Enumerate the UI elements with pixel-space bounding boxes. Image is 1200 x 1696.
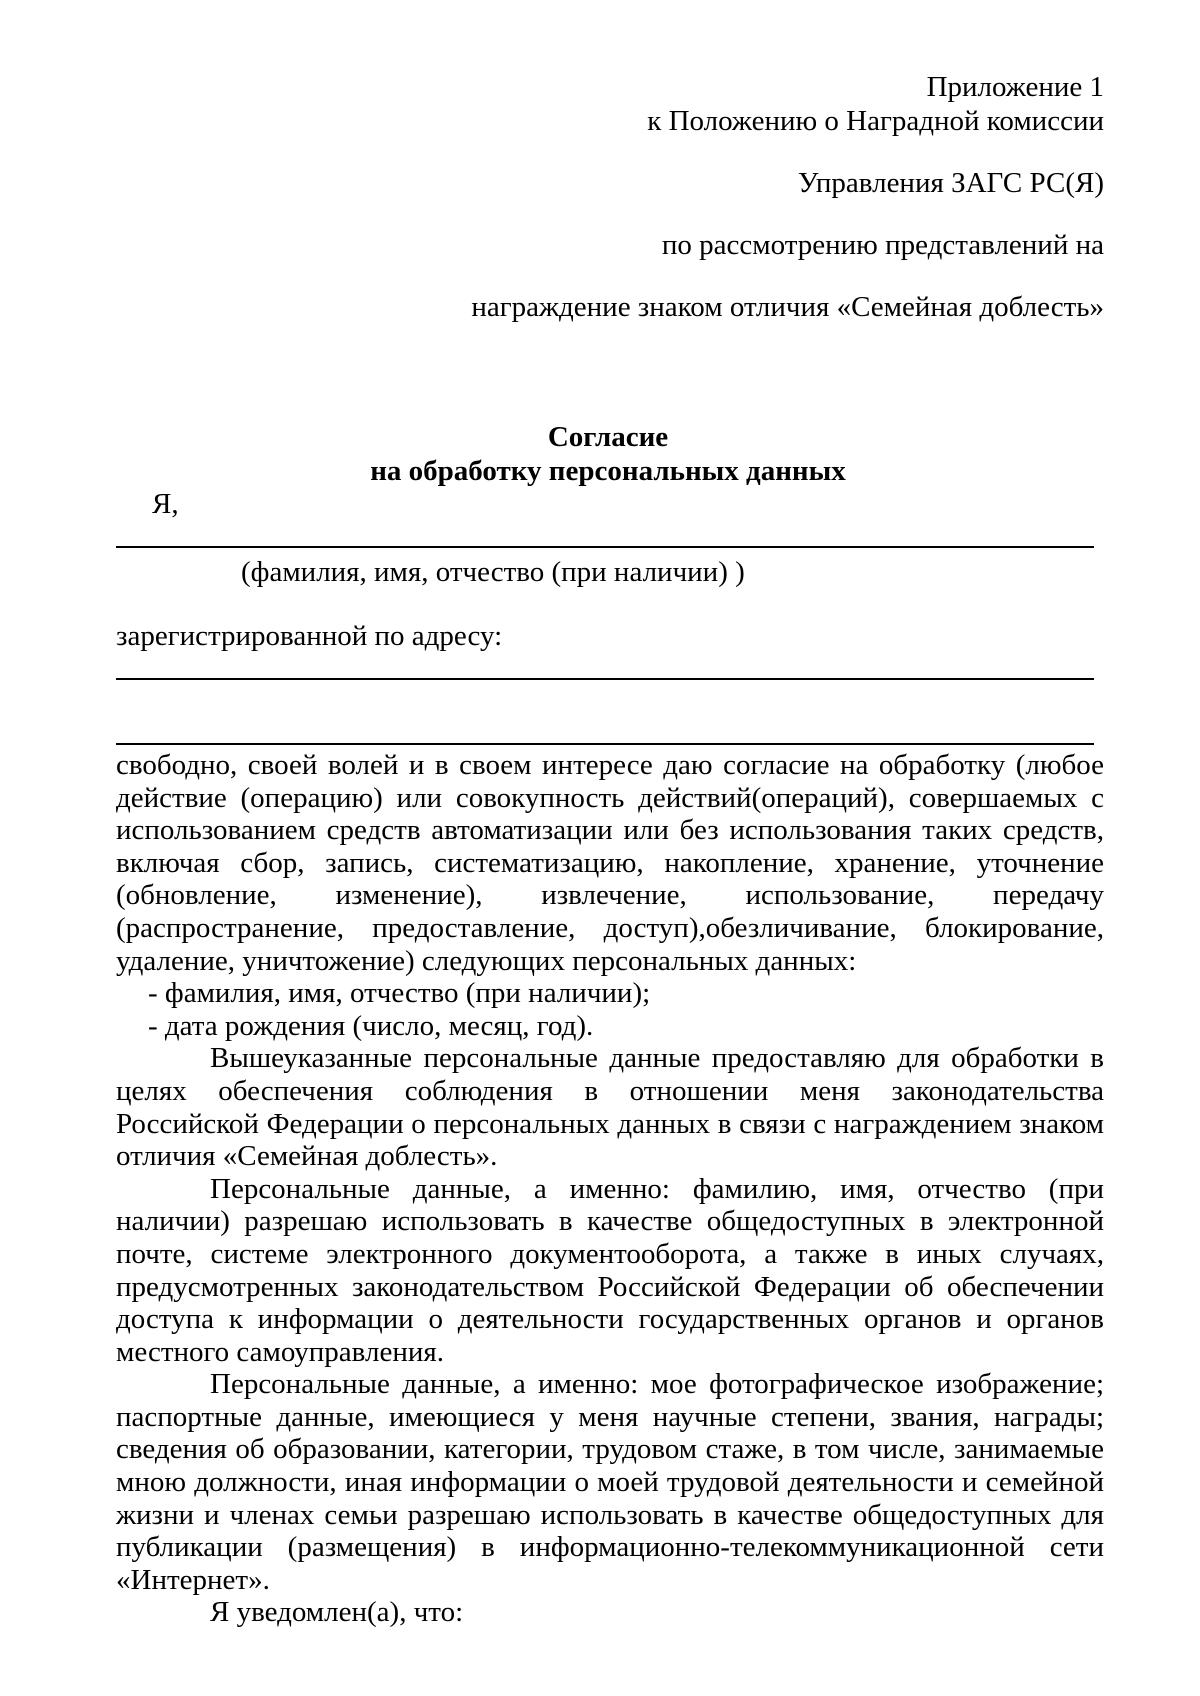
data-list-item-birthdate: - дата рождения (число, месяц, год). xyxy=(148,1009,594,1042)
document-title: Согласие xyxy=(547,421,669,453)
address-blank-line-1 xyxy=(116,678,1094,680)
notification-paragraph: Я уведомлен(а), что: xyxy=(210,1596,464,1629)
document-subtitle: на обработку персональных данных xyxy=(370,455,846,487)
appendix-organization: Управления ЗАГС РС(Я) xyxy=(797,167,1104,199)
appendix-purpose: по рассмотрению представлений на xyxy=(661,229,1104,261)
consent-body xyxy=(116,749,1104,1629)
appendix-reference: к Положению о Наградной комиссии xyxy=(647,105,1104,137)
name-caption: (фамилия, имя, отчество (при наличии) ) xyxy=(241,556,745,588)
i-label: Я, xyxy=(152,488,179,520)
purpose-paragraph: Вышеуказанные персональные данные предоставляю для обработки в целях обеспечения соблюдения в отношении меня законодательства Российской Федерации о персональных данных в связи с награждением знаком отличия «Семейная доблесть». xyxy=(116,1042,1104,1173)
appendix-award: награждение знаком отличия «Семейная доблесть» xyxy=(471,291,1104,323)
name-blank-line xyxy=(116,546,1094,548)
address-blank-line-2 xyxy=(116,743,1094,745)
consent-paragraph: свободно, своей волей и в своем интересе даю согласие на обработку (любое действие (операцию) или совокупность действий(операций), совершаемых с использованием средств автоматизации или без использования таких средств, включая сбор, запись, систематизацию, накопление, хранение, уточнение (обновление, изменение), извлечение, использование, передачу (распространение, предоставление, доступ),обезличивание, блокирование, удаление, уничтожение) следующих персональных данных: xyxy=(116,749,1104,977)
address-label: зарегистрированной по адресу: xyxy=(116,620,503,652)
public-name-paragraph: Персональные данные, а именно: фамилию, имя, отчество (при наличии) разрешаю использовать в качестве общедоступных в электронной почте, системе электронного документооборота, а также в иных случаях, предусмотренных законодательством Российской Федерации об обеспечении доступа к информации о деятельности государственных органов и органов местного самоуправления. xyxy=(116,1172,1104,1368)
public-info-paragraph: Персональные данные, а именно: мое фотографическое изображение; паспортные данные, имеющиеся у меня научные степени, звания, награды; сведения об образовании, категории, трудовом стаже, в том числе, занимаемые мною должности, иная информации о моей трудовой деятельности и семейной жизни и членах семьи разрешаю использовать в качестве общедоступных для публикации (размещения) в информационно-телекоммуникационной сети «Интернет». xyxy=(116,1368,1104,1596)
appendix-number: Приложение 1 xyxy=(926,71,1104,103)
data-list-item-name: - фамилия, имя, отчество (при наличии); xyxy=(148,977,651,1010)
